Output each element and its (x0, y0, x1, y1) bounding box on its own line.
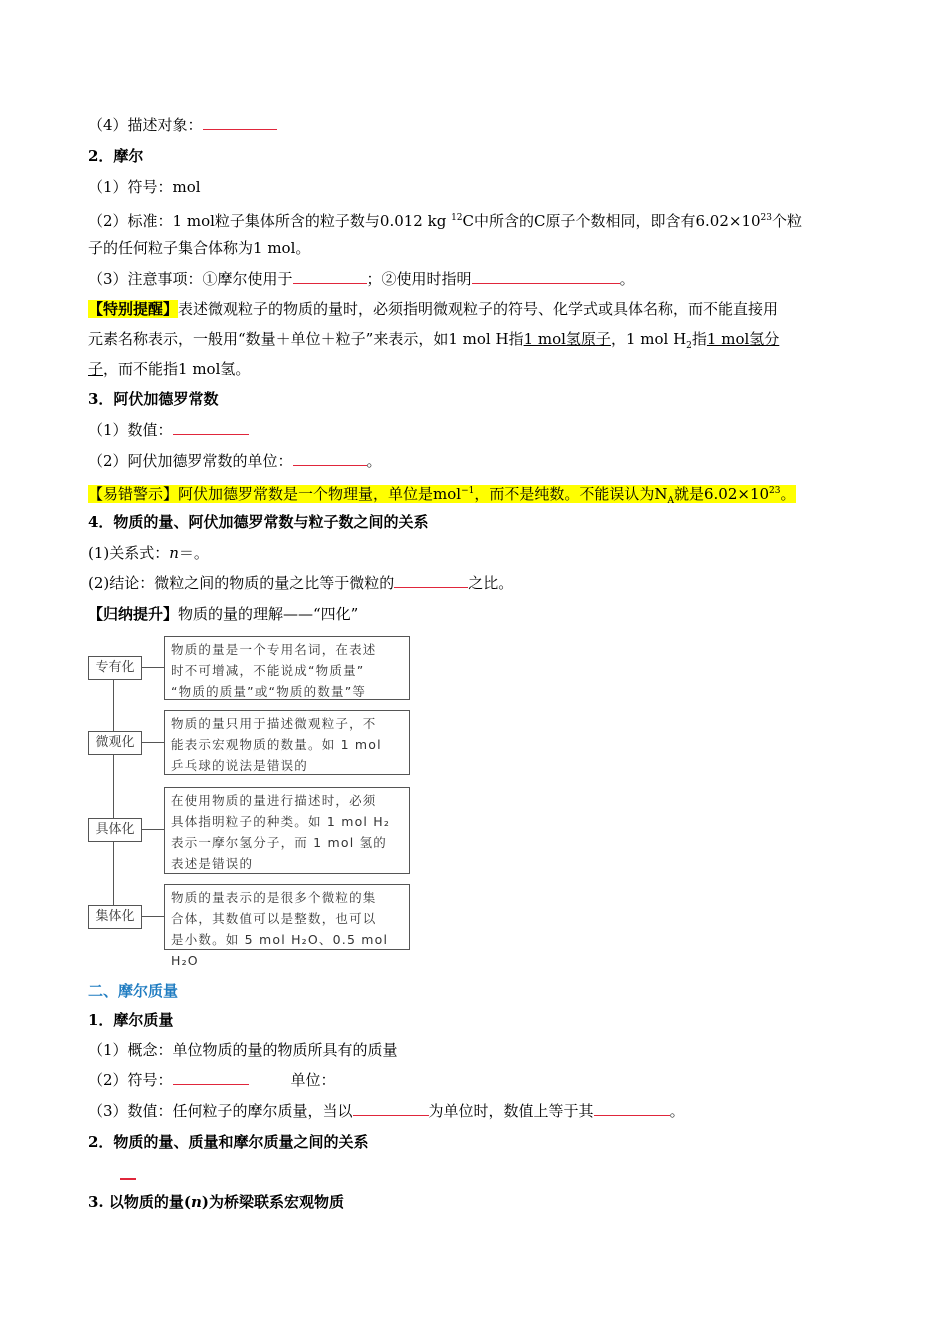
aspect-box-micro: 物质的量只用于描述微观粒子，不 能表示宏观物质的数量。如 1 mol 乒乓球的说法是错误的 (164, 710, 410, 775)
avogadro-value-line: （1）数值： (88, 420, 249, 440)
blank-field[interactable] (293, 269, 367, 284)
avogadro-unit-line: （2）阿伏加德罗常数的单位： 。 (88, 452, 382, 470)
aspect-label-collective: 集体化 (88, 905, 142, 929)
blank-field[interactable] (120, 1178, 136, 1180)
diagram-connector-vertical (113, 677, 114, 915)
heading-mass-relation: 2．物质的量、质量和摩尔质量之间的关系 (88, 1133, 369, 1151)
blank-field[interactable] (203, 115, 277, 130)
mole-standard-line-2: 子的任何粒子集合体称为1 mol。 (88, 239, 311, 257)
special-tip-tag: 【特别提醒】 (88, 300, 179, 318)
heading-molar-mass: 1．摩尔质量 (88, 1011, 174, 1029)
heading-mole: 2．摩尔 (88, 147, 144, 165)
molar-mass-concept-line: （1）概念：单位物质的量的物质所具有的质量 (88, 1041, 398, 1059)
blank-field[interactable] (293, 451, 367, 466)
four-aspects-diagram (86, 636, 416, 968)
describe-object-line: （4）描述对象： (88, 115, 277, 135)
mole-standard-line: （2）标准：1 mol粒子集体所含的粒子数与0.012 kg $^{12}$C中所含的C原子个数相同，即含有$6.02\times 10^{23}$个粒 (88, 212, 803, 230)
molar-mass-symbol-line: （2）符号： 单位： (88, 1071, 336, 1089)
aspect-label-proper: 专有化 (88, 656, 142, 680)
blank-field[interactable] (353, 1101, 429, 1116)
relation-conclusion-line: (2)结论：微粒之间的物质的量之比等于微粒的 之比。 (88, 574, 514, 592)
mole-symbol-line: （1）符号：mol (88, 178, 201, 196)
blank-field[interactable] (173, 420, 249, 435)
molar-mass-value-line: （3）数值：任何粒子的摩尔质量，当以 为单位时，数值上等于其 。 (88, 1102, 685, 1120)
special-tip-line-1: 【特别提醒】表述微观粒子的物质的量时，必须指明微观粒子的符号、化学式或具体名称，而不能直接用 (88, 300, 779, 318)
aspect-box-proper: 物质的量是一个专用名词，在表述 时不可增减，不能说成“物质量” “物质的质量”或“物质的数量”等 (164, 636, 410, 700)
summary-tag: 【归纳提升】 (88, 605, 179, 623)
blank-field[interactable] (594, 1101, 670, 1116)
section-title-molar-mass: 二、摩尔质量 (88, 982, 179, 1000)
blank-field[interactable] (173, 1070, 249, 1085)
blank-field[interactable] (472, 269, 620, 284)
heading-avogadro: 3．阿伏加德罗常数 (88, 390, 219, 408)
summary-line: 【归纳提升】物质的量的理解——“四化” (88, 605, 359, 623)
aspect-box-collective: 物质的量表示的是很多个微粒的集 合体，其数值可以是整数，也可以 是小数。如 5 mol H₂O、0.5 mol H₂O (164, 884, 410, 950)
special-tip-line-3: 子，而不能指1 mol氢。 (88, 360, 251, 378)
error-warning-line: 【易错警示】阿伏加德罗常数是一个物理量，单位是mol$^{-1}$，而不是纯数。不能误认为$N_A$就是$6.02\times 10^{23}$。 (88, 485, 796, 506)
aspect-label-micro: 微观化 (88, 731, 142, 755)
aspect-box-specific: 在使用物质的量进行描述时，必须 具体指明粒子的种类。如 1 mol H₂ 表示一摩尔氢分子，而 1 mol 氢的 表述是错误的 (164, 787, 410, 874)
special-tip-line-2: 元素名称表示，一般用“数量＋单位＋粒子”来表示，如1 mol H指1 mol氢原子，1 mol $H_2$指1 mol氢分 (88, 330, 780, 351)
heading-bridge: 3. 以物质的量(n)为桥梁联系宏观物质 (88, 1193, 344, 1211)
heading-relation: 4．物质的量、阿伏加德罗常数与粒子数之间的关系 (88, 513, 429, 531)
relation-formula-line: (1)关系式：n＝。 (88, 544, 209, 562)
blank-field[interactable] (394, 573, 468, 588)
mole-notes-line: （3）注意事项：①摩尔使用于 ；②使用时指明 。 (88, 270, 635, 288)
aspect-label-specific: 具体化 (88, 818, 142, 842)
